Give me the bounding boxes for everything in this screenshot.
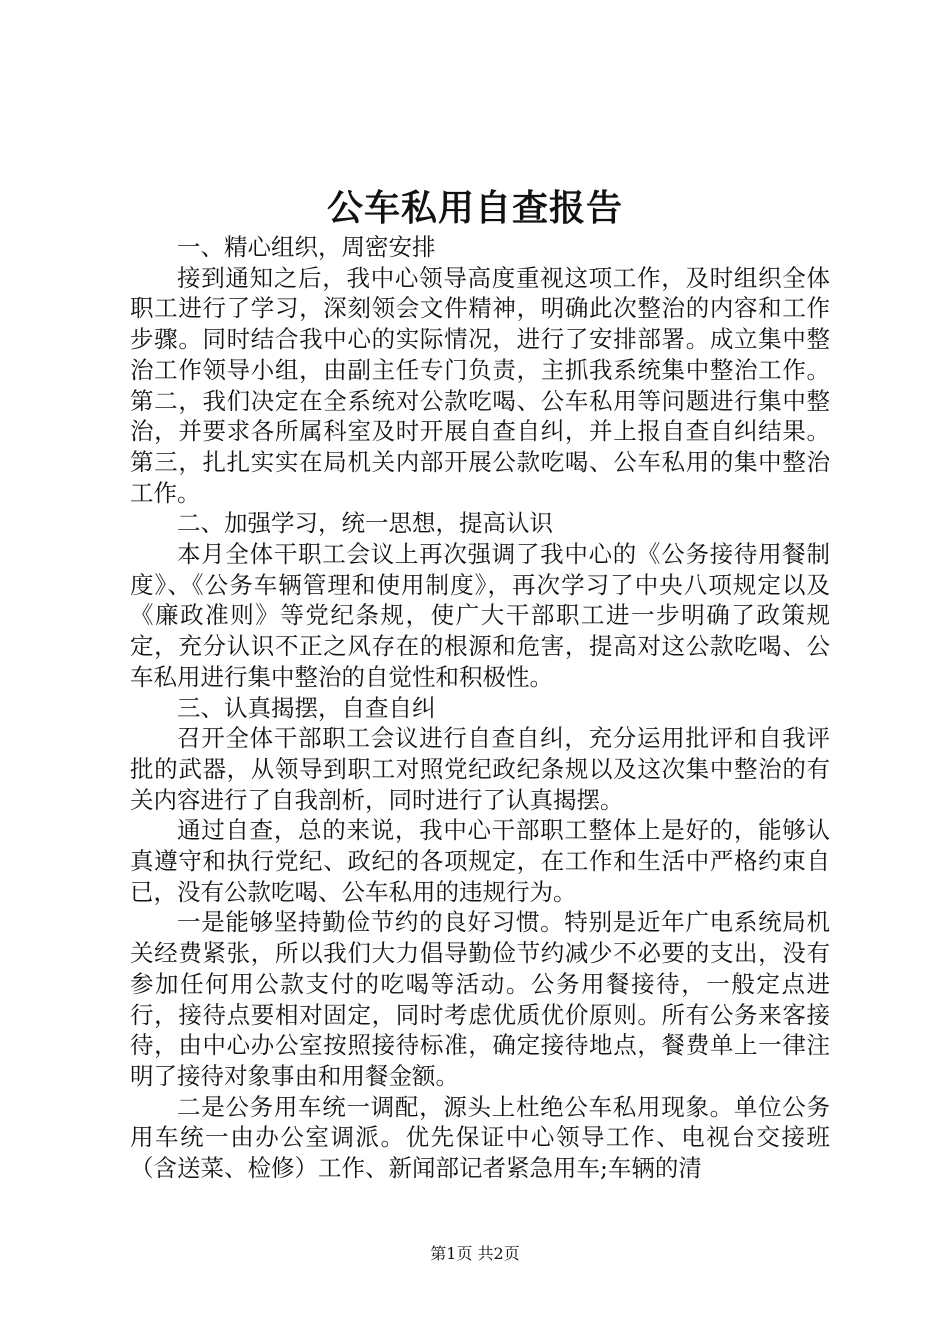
section-heading-1: 一、精心组织，周密安排: [177, 233, 436, 261]
page-number-footer: 第1页 共2页: [430, 1244, 520, 1263]
paragraph: 本月全体干职工会议上再次强调了我中心的《公务接待用餐制度》、《公务车辆管理和使用制度》，再次学习了中央八项规定以及《廉政准则》等党纪条规，使广大干部职工进一步明确了政策规定，充分认识不正之风存在的根源和危害，提高对这公款吃喝、公车私用进行集中整治的自觉性和积极性。: [130, 540, 830, 691]
paragraph: 接到通知之后，我中心领导高度重视这项工作，及时组织全体职工进行了学习，深刻领会文件精神，明确此次整治的内容和工作步骤。同时结合我中心的实际情况，进行了安排部署。成立集中整治工作领导小组，由副主任专门负责，主抓我系统集中整治工作。第二，我们决定在全系统对公款吃喝、公车私用等问题进行集中整治，并要求各所属科室及时开展自查自纠，并上报自查自纠结果。第三，扎扎实实在局机关内部开展公款吃喝、公车私用的集中整治工作。: [130, 263, 830, 507]
paragraph: 通过自查，总的来说，我中心干部职工整体上是好的，能够认真遵守和执行党纪、政纪的各项规定，在工作和生活中严格约束自已，没有公款吃喝、公车私用的违规行为。: [130, 816, 830, 906]
section-heading-2: 二、加强学习，统一思想，提高认识: [177, 509, 553, 538]
paragraph: 召开全体干部职工会议进行自查自纠，充分运用批评和自我评批的武器，从领导到职工对照党纪政纪条规以及这次集中整治的有关内容进行了自我剖析，同时进行了认真揭摆。: [130, 724, 830, 814]
document-body: [130, 232, 830, 1184]
document-title: 公车私用自查报告: [326, 187, 623, 229]
paragraph: 二是公务用车统一调配，源头上杜绝公车私用现象。单位公务用车统一由办公室调派。优先保证中心领导工作、电视台交接班（含送菜、检修）工作、新闻部记者紧急用车;车辆的清: [130, 1092, 830, 1183]
paragraph: 一是能够坚持勤俭节约的良好习惯。特别是近年广电系统局机关经费紧张，所以我们大力倡导勤俭节约减少不必要的支出，没有参加任何用公款支付的吃喝等活动。公务用餐接待，一般定点进行，接待点要相对固定，同时考虑优质优价原则。所有公务来客接待，由中心办公室按照接待标准，确定接待地点，餐费单上一律注明了接待对象事由和用餐金额。: [130, 908, 830, 1090]
section-heading-3: 三、认真揭摆，自查自纠: [177, 693, 436, 722]
